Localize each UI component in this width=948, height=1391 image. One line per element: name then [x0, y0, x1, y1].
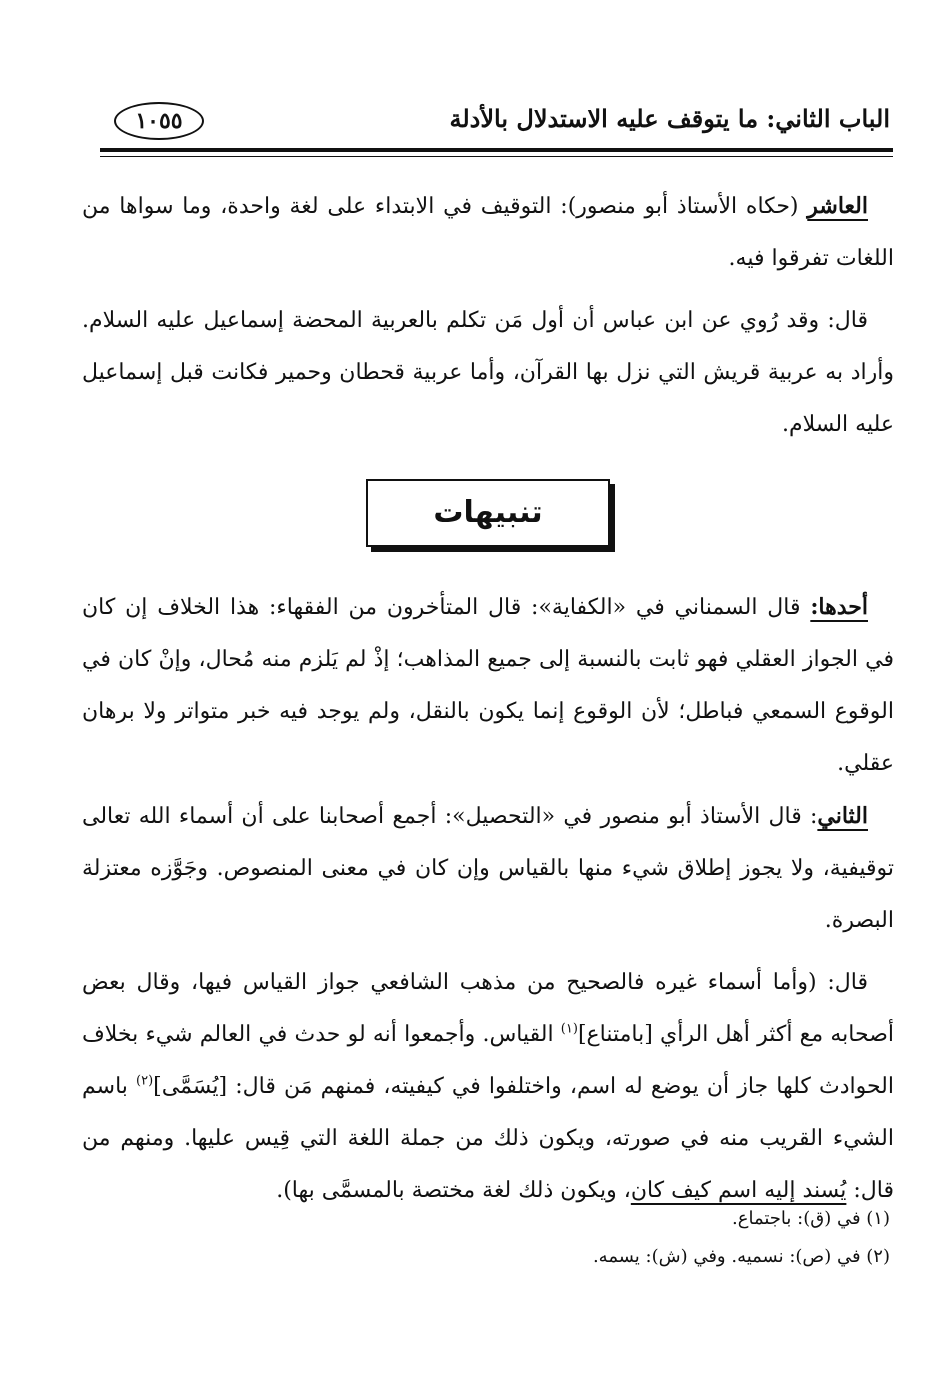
- paragraph-second-note: [82, 790, 894, 947]
- paragraph-text: (حكاه الأستاذ أبو منصور): التوقيف في الابتداء على لغة واحدة، وما سواها من اللغات تفرقوا فيه.: [82, 194, 894, 271]
- underlined-phrase: يُسند إليه اسم كيف كان: [630, 1178, 847, 1203]
- paragraph-text: قال السمناني في «الكفاية»: قال المتأخرون من الفقهاء: هذا الخلاف إن كان في الجواز العقلي فهو ثابت بالنسبة إلى جميع المذاهب؛ إذْ لم يَلزم منه مُحال، وإنْ كان في الوقوع السمعي فباطل؛ لأن الوقوع إنما يكون بالنقل، ولم يوجد فيه خبر متواتر ولا برهان عقلي.: [82, 595, 894, 776]
- page-number: ١٠٥٥: [114, 102, 204, 140]
- paragraph-qiyas: [82, 957, 894, 1217]
- section-heading-box: [366, 479, 610, 547]
- paragraph-text: قال: (وأما أسماء غيره فالصحيح من مذهب الشافعي جواز القياس فيها، وقال بعض أصحابه مع أكثر أهل الرأي [بامتناع]: [82, 970, 894, 1047]
- page-header: [100, 98, 890, 148]
- paragraph-ibn-abbas: [82, 295, 894, 451]
- paragraph-first-note: [82, 581, 894, 790]
- header-rule-thick: [100, 148, 893, 152]
- paragraph-lead: العاشر: [807, 193, 868, 219]
- chapter-title: الباب الثاني: ما يتوقف عليه الاستدلال بالأدلة: [449, 104, 890, 133]
- paragraph-text: : قال الأستاذ أبو منصور في «التحصيل»: أجمع أصحابنا على أن أسماء الله تعالى توقيفية، ولا يجوز إطلاق شيء منها بالقياس وإن كان في معنى المنصوص. وجَوَّزه معتزلة البصرة.: [82, 804, 894, 933]
- page-body: [82, 180, 894, 1217]
- section-title: تنبيهات: [433, 495, 543, 530]
- paragraph-text: ، ويكون ذلك لغة مختصة بالمسمَّى بها).: [276, 1178, 631, 1203]
- paragraph-lead: الثاني: [817, 803, 868, 829]
- footnote-2: (٢) في (ص): نسميه. وفي (ش): يسمه.: [592, 1246, 890, 1267]
- footnote-reference-2: (٢): [136, 1073, 154, 1089]
- paragraph-text: باسم الشيء القريب منه في صورته، ويكون ذلك من جملة اللغة التي قِيس عليها. ومنهم من قال:: [82, 1074, 894, 1203]
- paragraph-text: القياس. وأجمعوا أنه لو حدث في العالم شيء بخلاف الحوادث كلها جاز أن يوضع له اسم، واختلفوا في كيفيته، فمنهم مَن قال: [يُسَمَّى]: [82, 1022, 894, 1099]
- header-rule-thin: [100, 156, 893, 157]
- footnote-1: (١) في (ق): باجتماع.: [732, 1208, 890, 1229]
- paragraph-lead: أحدها:: [810, 594, 868, 620]
- paragraph-tenth: [82, 180, 894, 285]
- paragraph-text: قال: وقد رُوي عن ابن عباس أن أول مَن تكلم بالعربية المحضة إسماعيل عليه السلام. وأراد به عربية قريش التي نزل بها القرآن، وأما عربية قحطان وحمير فكانت قبل إسماعيل عليه السلام.: [82, 308, 894, 437]
- footnote-reference-1: (١): [560, 1021, 578, 1037]
- footnotes: [90, 1200, 890, 1276]
